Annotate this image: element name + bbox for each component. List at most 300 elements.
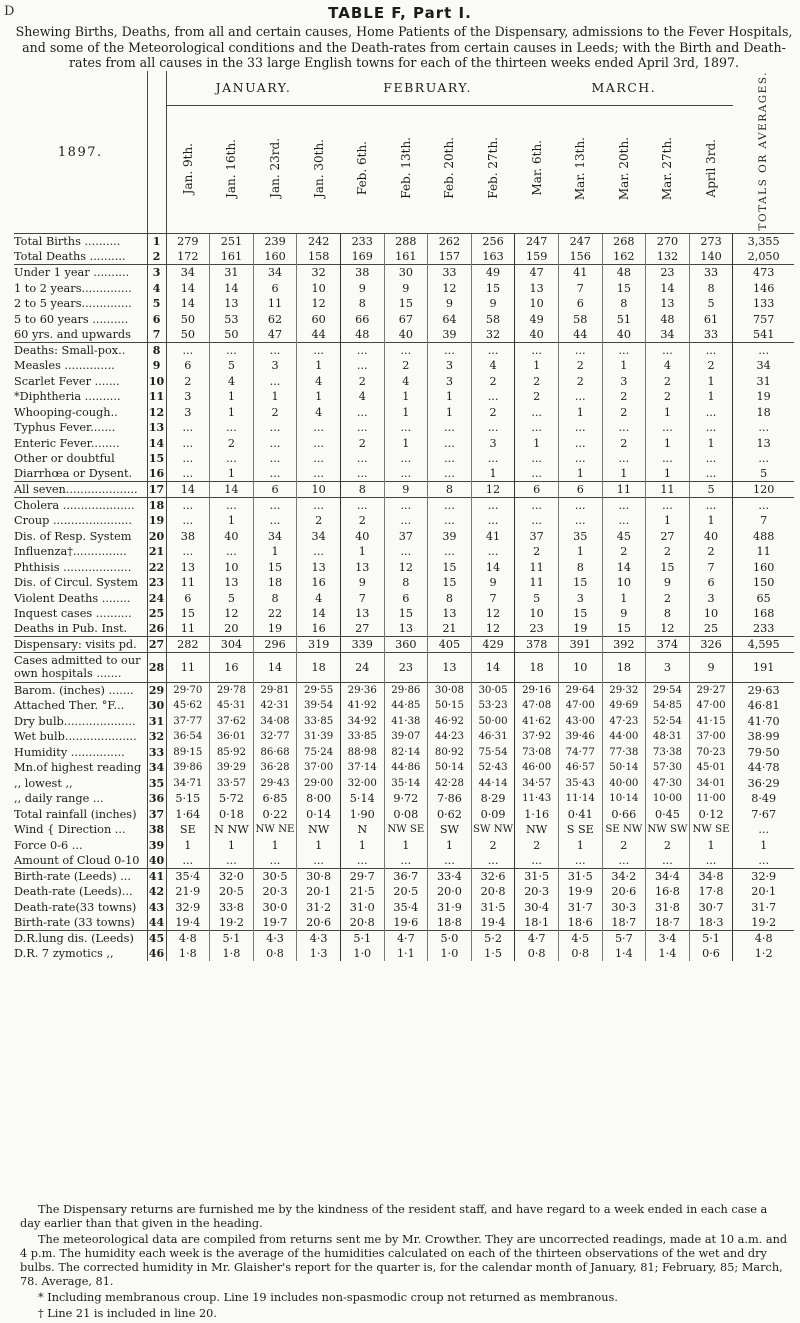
table-cell: 32·9: [166, 899, 210, 915]
table-row: [14, 482, 794, 498]
table-cell: 374: [646, 637, 690, 653]
table-cell: ...: [384, 451, 428, 467]
table-cell: 47·30: [646, 775, 690, 791]
table-cell: 5·1: [340, 930, 384, 946]
total-cell: 191: [733, 652, 794, 682]
row-number: 19: [148, 514, 165, 528]
table-cell: 35: [558, 528, 602, 544]
row-number: 8: [147, 342, 166, 358]
row-number: 42: [148, 885, 165, 899]
table-caption: Shewing Births, Deaths, from all and certain causes, Home Patients of the Dispensary, admissions to the Fever Hospitals, and some of the Meteorological conditions and the Death-rates from certain causes in Leeds; with the Birth and Death-rates from all causes in the 33 large English towns for each of the thirteen weeks ended April 3rd, 1897.: [15, 24, 793, 70]
table-cell: 30·08: [428, 682, 472, 698]
table-cell: 2: [646, 837, 690, 853]
table-row: [14, 853, 794, 869]
table-cell: 49·69: [602, 698, 646, 714]
table-cell: 73·08: [515, 744, 559, 760]
table-row: [14, 497, 794, 513]
table-cell: 37·77: [166, 713, 210, 729]
table-cell: 31·2: [297, 899, 341, 915]
totals-header: TOTALS OR AVERAGES.: [733, 71, 794, 234]
table-row: [14, 791, 794, 807]
table-cell: ...: [340, 358, 384, 374]
table-cell: 1: [210, 404, 254, 420]
table-cell: 1: [646, 466, 690, 482]
table-cell: SE: [166, 822, 210, 838]
table-cell: 10·00: [646, 791, 690, 807]
total-cell: ...: [733, 420, 794, 436]
table-cell: 33·57: [210, 775, 254, 791]
table-cell: 50: [166, 327, 210, 343]
row-label: Violent Deaths ........: [14, 590, 147, 606]
table-cell: ...: [166, 466, 210, 482]
table-cell: 1·1: [384, 946, 428, 962]
table-cell: 256: [471, 234, 515, 250]
table-cell: ...: [340, 497, 384, 513]
table-cell: 11: [602, 482, 646, 498]
table-cell: ...: [689, 404, 733, 420]
table-cell: 29·64: [558, 682, 602, 698]
table-cell: 20·3: [515, 884, 559, 900]
table-cell: 39·29: [210, 760, 254, 776]
table-cell: 11: [253, 296, 297, 312]
table-cell: 39: [428, 528, 472, 544]
week-header: Feb. 20th.: [428, 105, 472, 234]
table-cell: 0·8: [515, 946, 559, 962]
table-cell: ...: [428, 466, 472, 482]
table-cell: 1: [515, 358, 559, 374]
table-cell: 1: [297, 389, 341, 405]
table-cell: 11: [646, 482, 690, 498]
table-cell: 163: [471, 249, 515, 265]
total-cell: 5: [733, 466, 794, 482]
total-cell: 13: [733, 435, 794, 451]
table-cell: 20·6: [602, 884, 646, 900]
table-cell: ...: [166, 513, 210, 529]
total-cell: 36·29: [733, 775, 794, 791]
total-cell: 19: [733, 389, 794, 405]
table-cell: 11·43: [515, 791, 559, 807]
table-cell: 62: [253, 311, 297, 327]
table-cell: ...: [210, 420, 254, 436]
table-cell: 33: [689, 327, 733, 343]
table-cell: ...: [515, 466, 559, 482]
table-cell: 9·72: [384, 791, 428, 807]
table-cell: 4: [297, 590, 341, 606]
table-cell: 8: [428, 590, 472, 606]
table-cell: 4: [340, 389, 384, 405]
table-row: [14, 590, 794, 606]
table-row: [14, 837, 794, 853]
table-cell: ...: [471, 513, 515, 529]
total-cell: 120: [733, 482, 794, 498]
week-header: Mar. 20th.: [602, 105, 646, 234]
row-label: Mn.of highest reading: [14, 760, 147, 776]
table-cell: 74·77: [558, 744, 602, 760]
table-row: [14, 775, 794, 791]
table-cell: 4: [297, 373, 341, 389]
table-cell: 89·15: [166, 744, 210, 760]
table-cell: 15: [602, 280, 646, 296]
row-label: Under 1 year ..........: [14, 265, 147, 281]
total-cell: 488: [733, 528, 794, 544]
total-cell: 2,050: [733, 249, 794, 265]
table-cell: 30·5: [253, 868, 297, 884]
table-cell: 11·14: [558, 791, 602, 807]
week-header: April 3rd.: [689, 105, 733, 234]
table-cell: ...: [471, 342, 515, 358]
table-cell: 319: [297, 637, 341, 653]
table-cell: 2: [558, 373, 602, 389]
table-cell: 2: [340, 373, 384, 389]
table-cell: 51: [602, 311, 646, 327]
table-cell: 44·23: [428, 729, 472, 745]
table-cell: 2: [471, 837, 515, 853]
table-cell: 1·16: [515, 806, 559, 822]
table-cell: 46·57: [558, 760, 602, 776]
table-cell: 2: [689, 544, 733, 560]
table-cell: 42·31: [253, 698, 297, 714]
table-row: [14, 946, 794, 962]
table-cell: 50: [210, 327, 254, 343]
total-cell: 1: [733, 837, 794, 853]
table-cell: 18: [253, 575, 297, 591]
table-cell: ...: [558, 497, 602, 513]
row-label: Wind { Direction ...: [14, 822, 147, 838]
table-cell: 2: [602, 404, 646, 420]
table-cell: 32·0: [210, 868, 254, 884]
table-cell: 46·00: [515, 760, 559, 776]
row-label: Cases admitted to our own hospitals .......: [14, 652, 147, 682]
total-cell: 146: [733, 280, 794, 296]
table-cell: ...: [297, 420, 341, 436]
row-number: 38: [148, 823, 165, 837]
table-cell: 30·05: [471, 682, 515, 698]
table-cell: 156: [558, 249, 602, 265]
table-cell: 279: [166, 234, 210, 250]
table-cell: 50·14: [428, 760, 472, 776]
table-row: [14, 342, 794, 358]
row-label: Whooping-cough..: [14, 404, 147, 420]
week-header: Jan. 23rd.: [253, 105, 297, 234]
table-cell: ...: [166, 435, 210, 451]
table-row: [14, 575, 794, 591]
row-label: D.R. 7 zymotics ,,: [14, 946, 147, 962]
table-cell: 35·43: [558, 775, 602, 791]
table-cell: 9: [602, 606, 646, 622]
table-cell: 391: [558, 637, 602, 653]
table-row: [14, 513, 794, 529]
row-label: Typhus Fever.......: [14, 420, 147, 436]
table-cell: 29·00: [297, 775, 341, 791]
row-number: 25: [148, 607, 165, 621]
table-cell: 233: [340, 234, 384, 250]
total-cell: 8·49: [733, 791, 794, 807]
table-cell: 34·92: [340, 713, 384, 729]
row-label: Cholera ....................: [14, 497, 147, 513]
week-header: Mar. 27th.: [646, 105, 690, 234]
table-cell: ...: [166, 451, 210, 467]
table-row: [14, 559, 794, 575]
total-cell: 29·63: [733, 682, 794, 698]
table-cell: 3: [166, 404, 210, 420]
row-label: 5 to 60 years ..........: [14, 311, 147, 327]
table-cell: 378: [515, 637, 559, 653]
table-cell: 35·14: [384, 775, 428, 791]
table-cell: 41: [471, 528, 515, 544]
table-cell: 1: [297, 358, 341, 374]
table-cell: 0·66: [602, 806, 646, 822]
week-header: Feb. 13th.: [384, 105, 428, 234]
row-number-header: [147, 71, 166, 234]
table-cell: 1: [602, 358, 646, 374]
row-label: Dry bulb....................: [14, 713, 147, 729]
table-cell: 4: [471, 358, 515, 374]
table-cell: 4: [646, 358, 690, 374]
table-cell: 8: [340, 482, 384, 498]
table-cell: 12: [646, 621, 690, 637]
table-cell: 20·0: [428, 884, 472, 900]
table-cell: 1: [210, 466, 254, 482]
table-row: [14, 621, 794, 637]
table-cell: ...: [297, 342, 341, 358]
row-number: 35: [148, 776, 165, 790]
table-body: [14, 234, 794, 962]
table-cell: 0·45: [646, 806, 690, 822]
total-cell: 79·50: [733, 744, 794, 760]
table-cell: 48: [646, 311, 690, 327]
table-cell: 0·8: [253, 946, 297, 962]
table-cell: 20·3: [253, 884, 297, 900]
table-cell: 1: [689, 373, 733, 389]
table-cell: 1·0: [428, 946, 472, 962]
total-cell: 19·2: [733, 915, 794, 931]
table-cell: 40: [602, 327, 646, 343]
table-cell: 64: [428, 311, 472, 327]
table-cell: 10: [602, 575, 646, 591]
table-cell: ...: [646, 420, 690, 436]
footnote-croup: * Including membranous croup. Line 19 includes non-spasmodic croup not returned as membranous.: [38, 1291, 618, 1304]
table-cell: 1: [210, 389, 254, 405]
table-cell: 14: [602, 559, 646, 575]
table-cell: 21·5: [340, 884, 384, 900]
table-cell: 52·54: [646, 713, 690, 729]
table-cell: 160: [253, 249, 297, 265]
row-label: ,, daily range ...: [14, 791, 147, 807]
row-number: 46: [148, 947, 165, 961]
table-cell: 15: [166, 606, 210, 622]
table-cell: 159: [515, 249, 559, 265]
row-number: 11: [148, 390, 165, 404]
table-cell: ...: [166, 544, 210, 560]
row-label: Force 0-6 ...: [14, 837, 147, 853]
table-cell: 24: [340, 652, 384, 682]
table-cell: 34: [646, 327, 690, 343]
total-cell: 44·78: [733, 760, 794, 776]
table-cell: 30: [384, 265, 428, 281]
table-cell: 405: [428, 637, 472, 653]
table-cell: 8·29: [471, 791, 515, 807]
row-label: 60 yrs. and upwards: [14, 327, 147, 343]
table-cell: ...: [471, 389, 515, 405]
table-cell: ...: [297, 853, 341, 869]
table-cell: 8: [384, 575, 428, 591]
table-cell: 45·31: [210, 698, 254, 714]
table-cell: ...: [558, 389, 602, 405]
table-cell: 11: [166, 652, 210, 682]
table-cell: 13: [340, 559, 384, 575]
table-cell: 49: [515, 311, 559, 327]
table-cell: 15: [428, 559, 472, 575]
table-cell: 41·62: [515, 713, 559, 729]
table-row: [14, 713, 794, 729]
table-cell: ...: [515, 342, 559, 358]
table-cell: ...: [689, 466, 733, 482]
table-cell: 0·6: [689, 946, 733, 962]
table-cell: 32·77: [253, 729, 297, 745]
table-cell: 1: [210, 513, 254, 529]
table-cell: ...: [340, 404, 384, 420]
row-number: 34: [148, 761, 165, 775]
row-label: *Diphtheria ..........: [14, 389, 147, 405]
table-cell: 58: [471, 311, 515, 327]
table-cell: 3: [166, 389, 210, 405]
table-cell: NW SW: [646, 822, 690, 838]
table-cell: 29·36: [340, 682, 384, 698]
table-cell: 5·14: [340, 791, 384, 807]
table-cell: 5·0: [428, 930, 472, 946]
table-cell: 8·00: [297, 791, 341, 807]
week-header: Feb. 6th.: [340, 105, 384, 234]
table-cell: ...: [428, 497, 472, 513]
row-label: Death-rate (Leeds)...: [14, 884, 147, 900]
table-cell: 9: [428, 296, 472, 312]
table-cell: 429: [471, 637, 515, 653]
table-cell: 1: [646, 435, 690, 451]
table-cell: ...: [166, 342, 210, 358]
table-cell: 0·18: [210, 806, 254, 822]
table-cell: 1: [384, 435, 428, 451]
table-cell: 1: [558, 466, 602, 482]
table-cell: 4: [384, 373, 428, 389]
table-cell: 34·2: [602, 868, 646, 884]
table-cell: 34: [166, 265, 210, 281]
table-cell: 8: [558, 559, 602, 575]
table-cell: 39·86: [166, 760, 210, 776]
table-cell: 1: [297, 837, 341, 853]
row-label: Other or doubtful: [14, 451, 147, 467]
table-cell: 15: [384, 606, 428, 622]
table-cell: 29·54: [646, 682, 690, 698]
table-cell: 21·9: [166, 884, 210, 900]
table-cell: 66: [340, 311, 384, 327]
table-cell: ...: [210, 342, 254, 358]
table-cell: 1: [253, 837, 297, 853]
row-label: Birth-rate (33 towns): [14, 915, 147, 931]
table-cell: 82·14: [384, 744, 428, 760]
table-cell: 1: [558, 544, 602, 560]
table-cell: 44·85: [384, 698, 428, 714]
table-cell: ...: [471, 420, 515, 436]
table-cell: ...: [646, 497, 690, 513]
row-label: Total Births ..........: [14, 234, 147, 250]
table-cell: ...: [253, 853, 297, 869]
row-label: ,, lowest ,,: [14, 775, 147, 791]
table-cell: 80·92: [428, 744, 472, 760]
table-cell: 54·85: [646, 698, 690, 714]
table-cell: 7: [340, 590, 384, 606]
row-number: 43: [148, 900, 165, 914]
week-header: Mar. 13th.: [558, 105, 602, 234]
row-number: 1: [147, 234, 166, 250]
table-row: [14, 466, 794, 482]
table-cell: 88·98: [340, 744, 384, 760]
table-cell: 29·70: [166, 682, 210, 698]
table-cell: 10: [515, 296, 559, 312]
total-cell: 233: [733, 621, 794, 637]
table-cell: 2: [515, 837, 559, 853]
table-cell: 37·00: [689, 729, 733, 745]
table-cell: ...: [515, 853, 559, 869]
table-cell: 3: [646, 652, 690, 682]
week-header: Mar. 6th.: [515, 105, 559, 234]
table-cell: 282: [166, 637, 210, 653]
table-row: [14, 915, 794, 931]
table-cell: 37·92: [515, 729, 559, 745]
table-cell: ...: [166, 420, 210, 436]
table-cell: 251: [210, 234, 254, 250]
row-number: 20: [148, 529, 165, 543]
table-row: [14, 606, 794, 622]
table-cell: 1: [602, 466, 646, 482]
total-cell: ...: [733, 853, 794, 869]
table-cell: 339: [340, 637, 384, 653]
week-header: Feb. 27th.: [471, 105, 515, 234]
table-cell: ...: [297, 544, 341, 560]
table-cell: ...: [210, 497, 254, 513]
table-cell: ...: [297, 466, 341, 482]
row-label: Humidity ...............: [14, 744, 147, 760]
table-cell: 13: [210, 296, 254, 312]
table-cell: 3: [471, 435, 515, 451]
table-cell: 157: [428, 249, 472, 265]
table-cell: 32·6: [471, 868, 515, 884]
table-cell: 13: [166, 559, 210, 575]
table-cell: 38: [166, 528, 210, 544]
table-cell: 29·43: [253, 775, 297, 791]
table-cell: 8: [646, 606, 690, 622]
table-cell: ...: [646, 342, 690, 358]
table-cell: 172: [166, 249, 210, 265]
table-cell: 58: [558, 311, 602, 327]
table-cell: 2: [689, 358, 733, 374]
row-label: Scarlet Fever .......: [14, 373, 147, 389]
table-cell: 7: [689, 559, 733, 575]
table-cell: 18·8: [428, 915, 472, 931]
table-cell: 14: [166, 482, 210, 498]
table-cell: ...: [515, 513, 559, 529]
total-cell: 168: [733, 606, 794, 622]
table-cell: ...: [253, 497, 297, 513]
table-cell: ...: [515, 497, 559, 513]
row-number: 32: [148, 730, 165, 744]
table-cell: 1: [689, 435, 733, 451]
table-row: [14, 404, 794, 420]
table-cell: 2: [471, 404, 515, 420]
table-cell: ...: [384, 544, 428, 560]
table-cell: ...: [384, 420, 428, 436]
table-cell: 161: [384, 249, 428, 265]
table-cell: 5·1: [689, 930, 733, 946]
